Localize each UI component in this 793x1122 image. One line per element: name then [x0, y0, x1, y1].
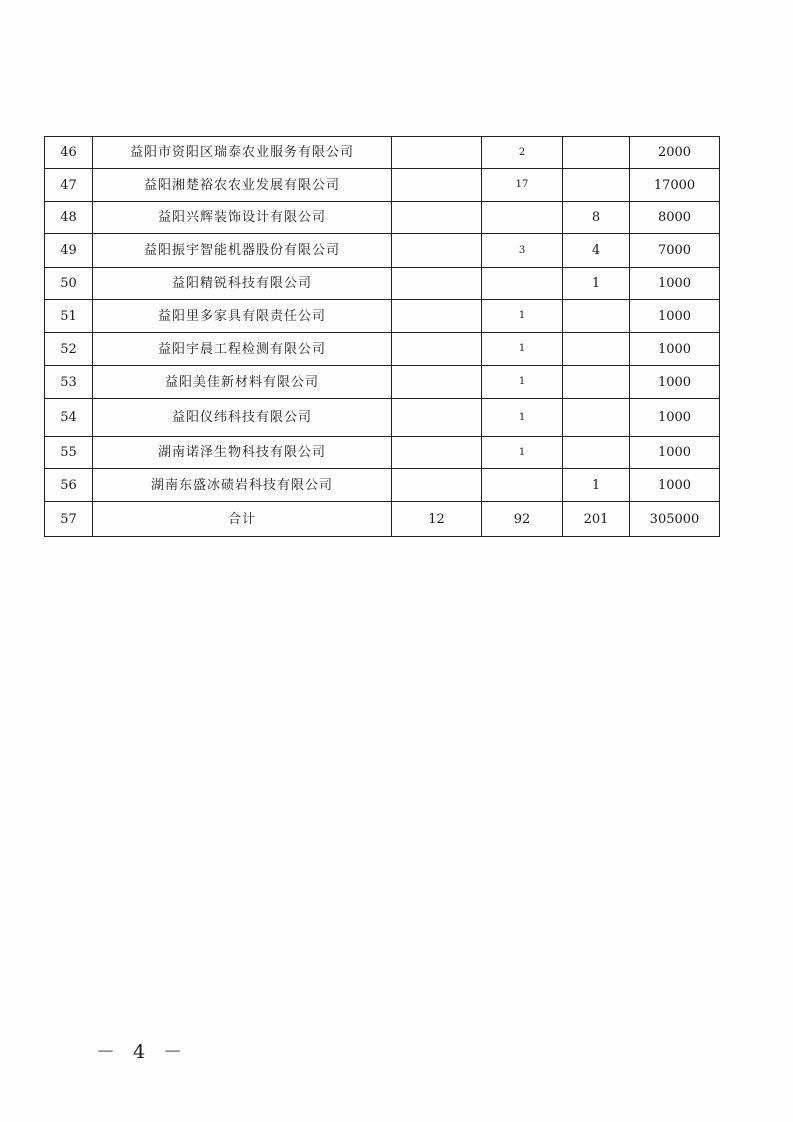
cell-col2 — [392, 234, 482, 268]
total-col2: 12 — [392, 502, 482, 537]
company-name: 益阳兴辉装饰设计有限公司 — [93, 202, 392, 234]
cell-col2 — [392, 437, 482, 469]
cell-col4: 4 — [563, 234, 630, 268]
total-col3: 92 — [482, 502, 563, 537]
cell-col3 — [482, 202, 563, 234]
cell-col2 — [392, 137, 482, 169]
cell-col5: 1000 — [630, 437, 720, 469]
table-row — [45, 300, 720, 333]
cell-col3: 1 — [482, 300, 563, 333]
company-name: 益阳美佳新材料有限公司 — [93, 366, 392, 399]
cell-col3 — [482, 469, 563, 502]
cell-col3: 2 — [482, 137, 563, 169]
cell-col2 — [392, 469, 482, 502]
row-index: 50 — [45, 268, 93, 300]
company-name: 益阳振宇智能机器股份有限公司 — [93, 234, 392, 268]
company-name: 湖南诺泽生物科技有限公司 — [93, 437, 392, 469]
cell-col5: 1000 — [630, 469, 720, 502]
row-index: 53 — [45, 366, 93, 399]
table-row — [45, 366, 720, 399]
table-row — [45, 137, 720, 169]
table-row-total — [45, 502, 720, 537]
cell-col4 — [563, 437, 630, 469]
total-label: 合计 — [93, 502, 392, 537]
company-name: 益阳宇晨工程检测有限公司 — [93, 333, 392, 366]
cell-col5: 1000 — [630, 300, 720, 333]
table-body — [45, 137, 720, 537]
cell-col3: 17 — [482, 169, 563, 202]
row-index: 49 — [45, 234, 93, 268]
row-index: 56 — [45, 469, 93, 502]
cell-col4: 1 — [563, 469, 630, 502]
cell-col2 — [392, 399, 482, 437]
row-index: 51 — [45, 300, 93, 333]
row-index: 55 — [45, 437, 93, 469]
table-row — [45, 169, 720, 202]
cell-col4: 8 — [563, 202, 630, 234]
cell-col2 — [392, 333, 482, 366]
row-index: 48 — [45, 202, 93, 234]
cell-col5: 1000 — [630, 366, 720, 399]
table-row — [45, 437, 720, 469]
cell-col3: 1 — [482, 399, 563, 437]
cell-col4 — [563, 169, 630, 202]
cell-col2 — [392, 202, 482, 234]
company-name: 益阳精锐科技有限公司 — [93, 268, 392, 300]
company-name: 益阳仪纬科技有限公司 — [93, 399, 392, 437]
company-name: 益阳里多家具有限责任公司 — [93, 300, 392, 333]
table-row — [45, 333, 720, 366]
total-col5: 305000 — [630, 502, 720, 537]
total-col4: 201 — [563, 502, 630, 537]
cell-col5: 2000 — [630, 137, 720, 169]
table-row — [45, 234, 720, 268]
company-name: 湖南东盛冰碛岩科技有限公司 — [93, 469, 392, 502]
cell-col3 — [482, 268, 563, 300]
cell-col2 — [392, 366, 482, 399]
cell-col5: 1000 — [630, 268, 720, 300]
cell-col5: 1000 — [630, 399, 720, 437]
cell-col3: 1 — [482, 333, 563, 366]
table-row — [45, 469, 720, 502]
table-row — [45, 399, 720, 437]
cell-col4 — [563, 333, 630, 366]
cell-col2 — [392, 300, 482, 333]
company-name: 益阳市资阳区瑞泰农业服务有限公司 — [93, 137, 392, 169]
company-name: 益阳湘楚裕农农业发展有限公司 — [93, 169, 392, 202]
cell-col3: 1 — [482, 366, 563, 399]
table-row — [45, 202, 720, 234]
row-index: 54 — [45, 399, 93, 437]
table-row — [45, 268, 720, 300]
row-index: 52 — [45, 333, 93, 366]
total-index: 57 — [45, 502, 93, 537]
cell-col4 — [563, 137, 630, 169]
cell-col5: 1000 — [630, 333, 720, 366]
page-number: － 4 － — [96, 1041, 189, 1063]
cell-col3: 3 — [482, 234, 563, 268]
cell-col5: 17000 — [630, 169, 720, 202]
cell-col4 — [563, 399, 630, 437]
cell-col5: 7000 — [630, 234, 720, 268]
cell-col4 — [563, 366, 630, 399]
row-index: 47 — [45, 169, 93, 202]
cell-col2 — [392, 268, 482, 300]
cell-col4: 1 — [563, 268, 630, 300]
cell-col3: 1 — [482, 437, 563, 469]
subsidy-table — [44, 136, 720, 537]
cell-col4 — [563, 300, 630, 333]
cell-col2 — [392, 169, 482, 202]
row-index: 46 — [45, 137, 93, 169]
cell-col5: 8000 — [630, 202, 720, 234]
